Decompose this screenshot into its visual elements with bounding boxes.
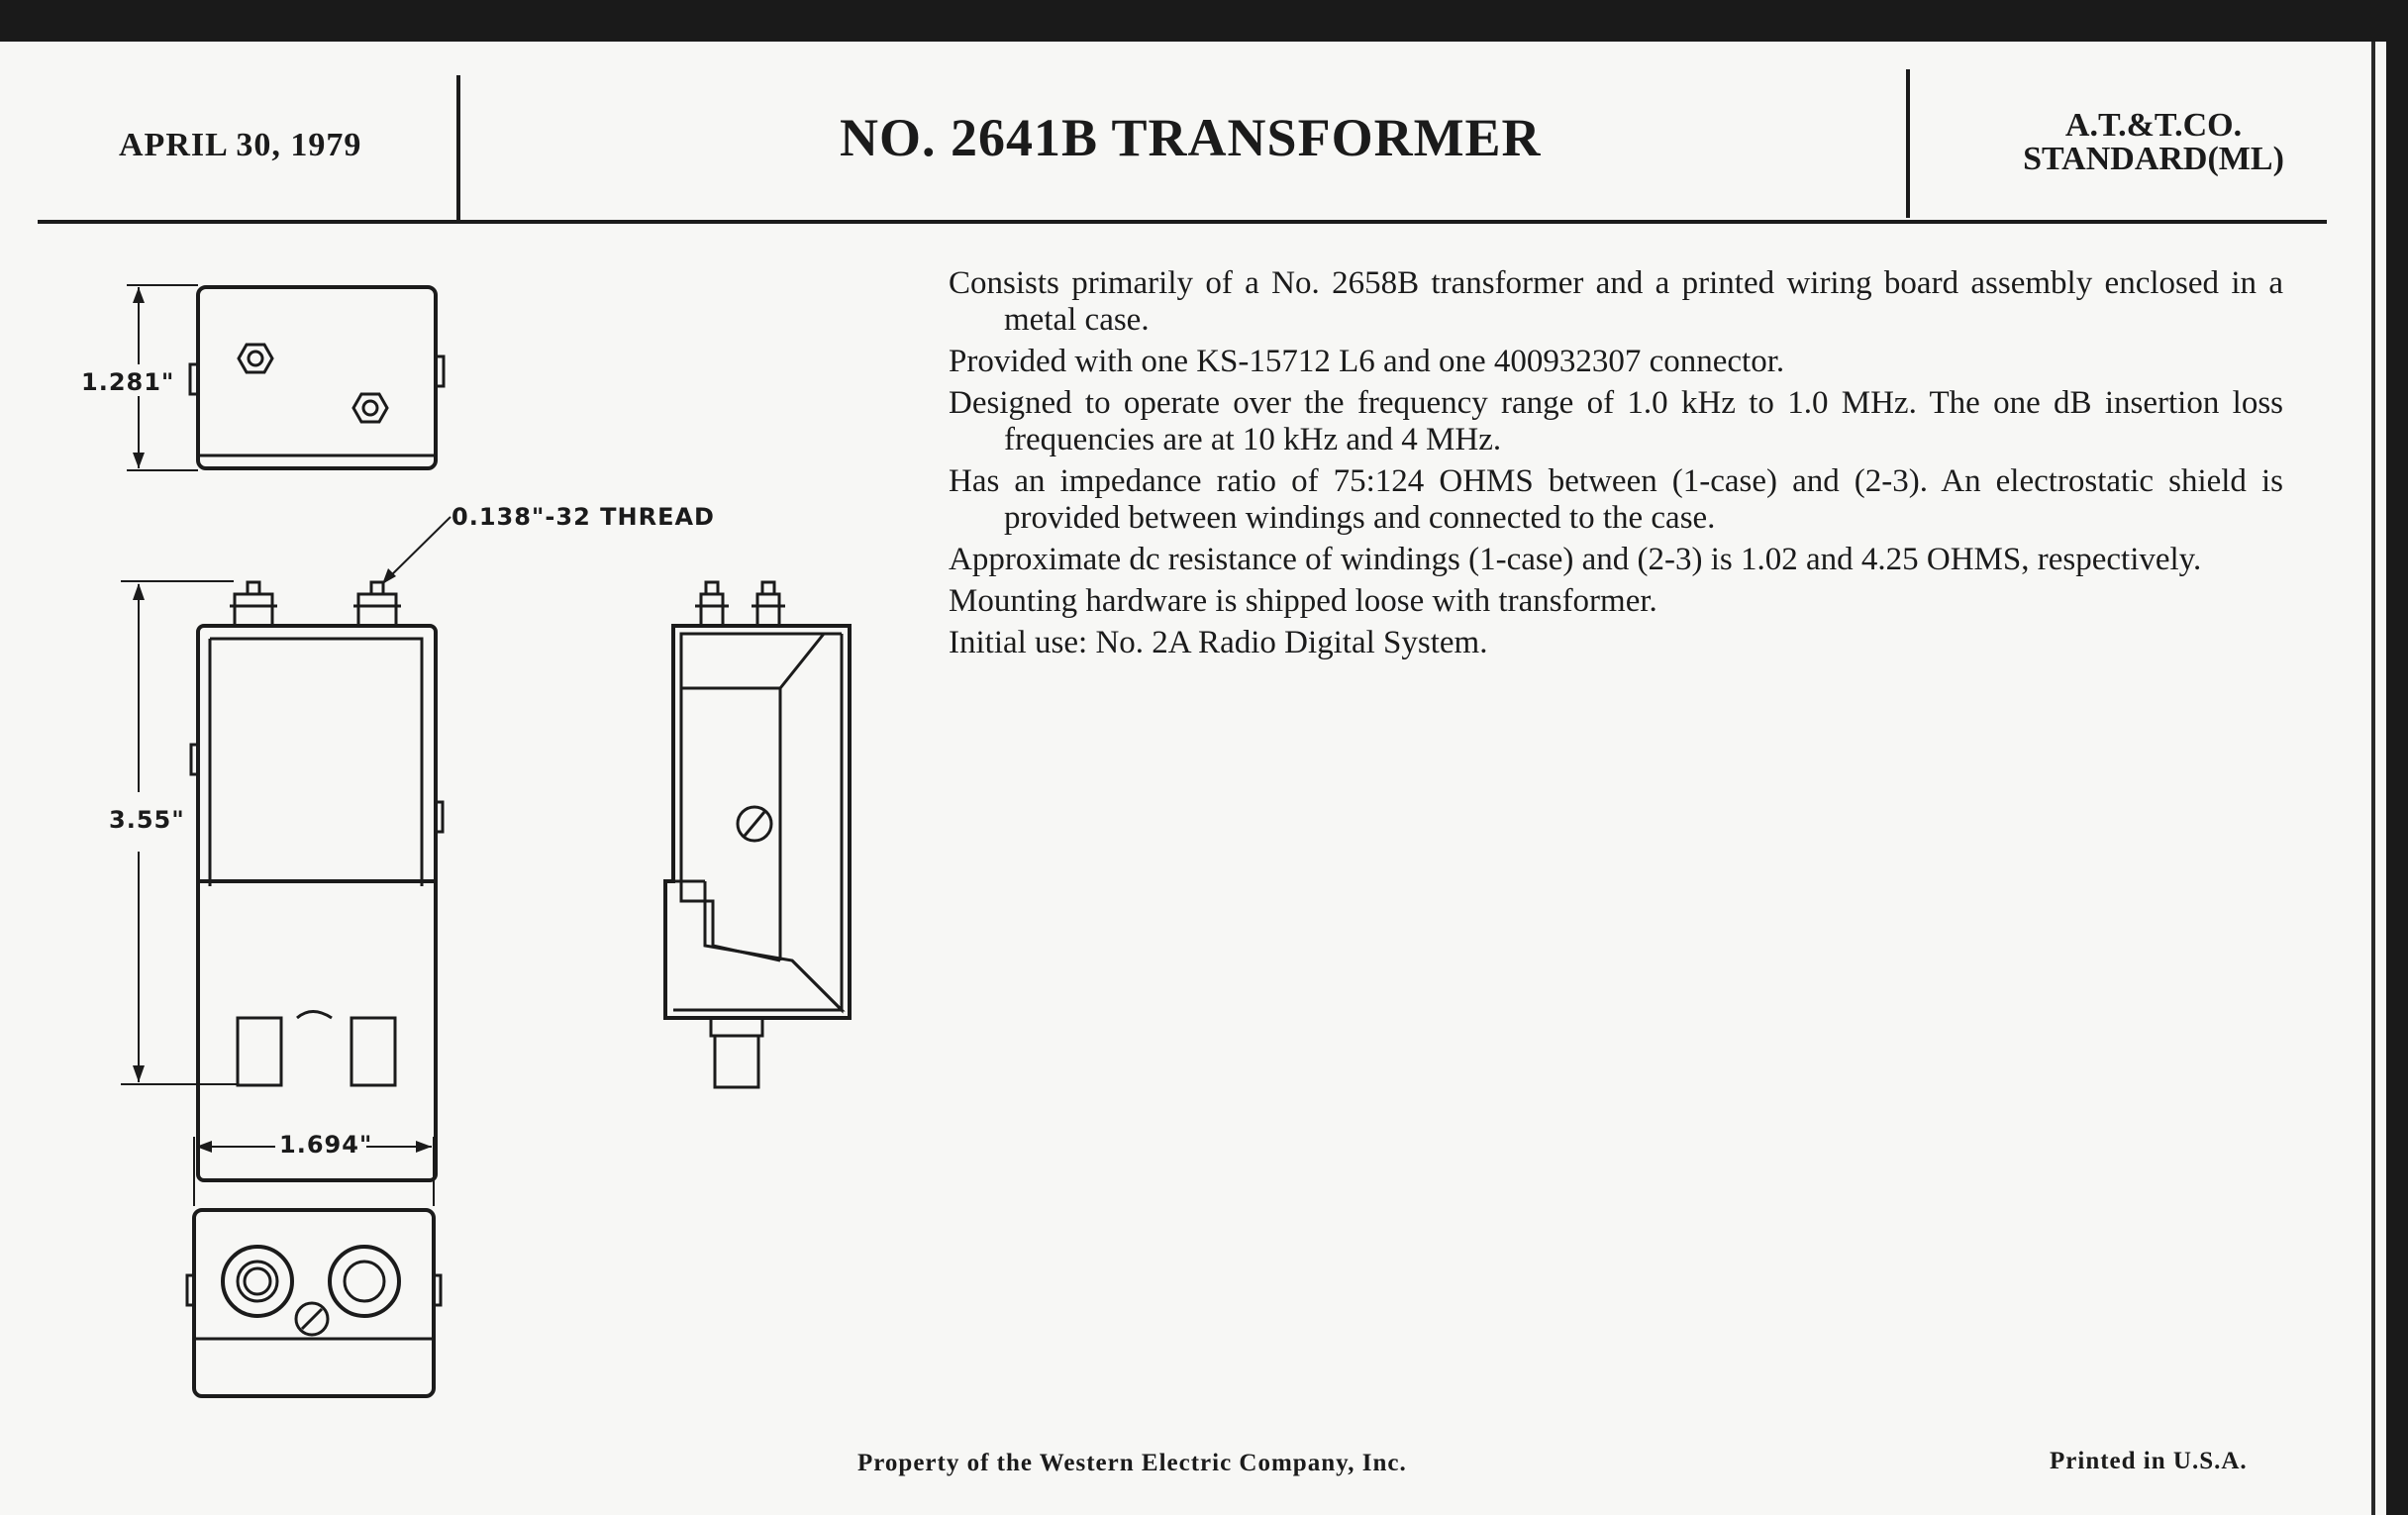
hex-nut-icon — [239, 345, 272, 372]
bottom-view — [187, 1137, 441, 1396]
dim-height-top: 1.281" — [81, 368, 175, 396]
standard-designation: STANDARD(ML) — [2023, 141, 2284, 177]
transformer-drawing — [0, 0, 951, 1426]
dim-width-bottom: 1.694" — [279, 1131, 373, 1159]
document-date: APRIL 30, 1979 — [119, 127, 362, 163]
connector-port-icon — [330, 1247, 399, 1316]
standard-company: A.T.&T.CO. — [2064, 107, 2243, 144]
description-paragraph: Mounting hardware is shipped loose with transformer. — [949, 583, 1657, 619]
thread-leader — [384, 517, 451, 582]
front-view — [121, 581, 443, 1180]
header-divider-right — [1906, 69, 1910, 218]
description-paragraph: Initial use: No. 2A Radio Digital System. — [949, 625, 1488, 660]
description — [949, 265, 2283, 666]
description-paragraph: Has an impedance ratio of 75:124 OHMS between (1-case) and (2-3). An electrostatic shield is provided between windings and connected to the case. — [949, 463, 2283, 536]
description-paragraph: Approximate dc resistance of windings (1-case) and (2-3) is 1.02 and 4.25 OHMS, respectively. — [949, 542, 2202, 577]
thread-label: 0.138"-32 THREAD — [452, 503, 715, 531]
connector-port-icon — [223, 1247, 292, 1316]
footer-printed: Printed in U.S.A. — [2050, 1448, 2248, 1474]
hex-nut-icon — [353, 394, 387, 422]
description-paragraph: Consists primarily of a No. 2658B transformer and a printed wiring board assembly enclosed in a metal case. — [949, 265, 2283, 338]
sheet-edge-shadow — [2371, 42, 2375, 1515]
description-paragraph: Designed to operate over the frequency range of 1.0 kHz to 1.0 MHz. The one dB insertion loss frequencies are at 10 kHz and 4 MHz. — [949, 385, 2283, 457]
description-paragraph: Provided with one KS-15712 L6 and one 400932307 connector. — [949, 344, 1785, 379]
page-title: NO. 2641B TRANSFORMER — [840, 108, 1542, 167]
standard-block — [1970, 109, 2337, 176]
dim-height-front: 3.55" — [109, 806, 185, 834]
side-view — [665, 582, 850, 1087]
footer-property: Property of the Western Electric Company, Inc. — [857, 1450, 1407, 1476]
